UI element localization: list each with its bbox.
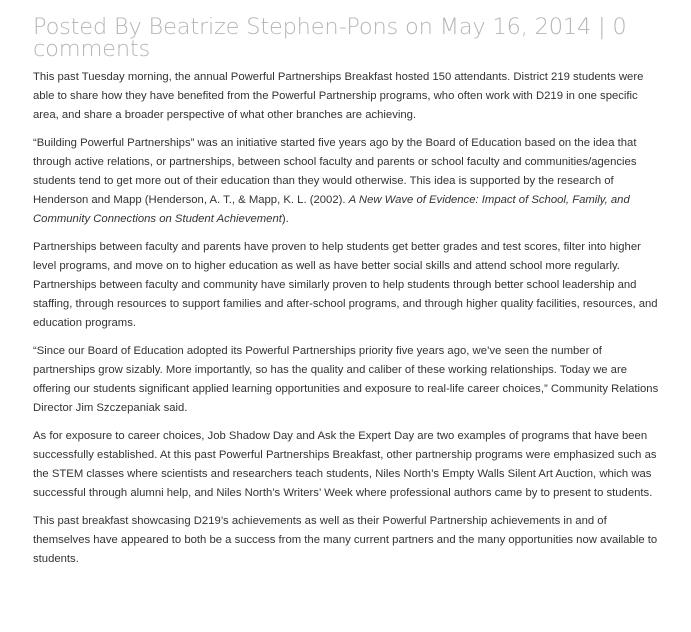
- blog-post: [33, 16, 663, 578]
- citation-end: ).: [281, 213, 289, 225]
- citation-title: A New Wave of Evidence: Impact of School, Family, and Community Connections on Student Achievement: [33, 194, 630, 225]
- paragraph-benefits: Partnerships between faculty and parents have proven to help students get better grades and test scores, filter into higher level programs, and move on to higher education as well as have better social skills and attend school more regularly. Partnerships between faculty and community have similarly proven to help students through better school leadership and staffing, through resources to support families and after-school programs, and through higher quality facilities, resources, and education programs.: [33, 241, 658, 329]
- paragraph-initiative: [33, 134, 663, 229]
- paragraph-quote: “Since our Board of Education adopted its Powerful Partnerships priority five years ago, we’ve seen the number of partnerships grow sizably. More importantly, so has the quality and caliber of these working relationships. Today we are offering our students significant applied learning opportunities and exposure to real-life career choices,” Community Relations Director Jim Szczepaniak said.: [33, 345, 659, 414]
- paragraph-initiative-text: “Building Powerful Partnerships” was an initiative started five years ago by the Board of Education based on the idea that through active relations, or partnerships, between school faculty and parents or school faculty and communities/agencies students tend to get more out of their education than they would otherwise. This idea is supported by the research of Henderson and Mapp (Henderson, A. T., & Mapp, K. L. (2002).: [33, 137, 637, 206]
- post-body: [33, 68, 663, 569]
- paragraph-intro: This past Tuesday morning, the annual Powerful Partnerships Breakfast hosted 150 attendants. District 219 students were able to share how they have benefited from the Powerful Partnership programs, who often work with D219 in one specific area, and share a broader perspective of what other branches are achieving.: [33, 71, 644, 121]
- paragraph-programs: As for exposure to career choices, Job Shadow Day and Ask the Expert Day are two examples of programs that have been successfully established. At this past Powerful Partnerships Breakfast, other partnership programs were emphasized such as the STEM classes where scientists and researchers teach students, Niles North’s Empty Walls Silent Art Auction, which was successful through alumni help, and Niles North’s Writers’ Week where professional authors came by to present to students.: [33, 430, 657, 499]
- paragraph-conclusion: This past breakfast showcasing D219’s achievements as well as their Powerful Partnership achievements in and of themselves have appeared to both be a success from the many current partners and the many opportunities now available to students.: [33, 515, 658, 565]
- post-title: Posted By Beatrize Stephen-Pons on May 16, 2014 | 0 comments: [33, 14, 627, 62]
